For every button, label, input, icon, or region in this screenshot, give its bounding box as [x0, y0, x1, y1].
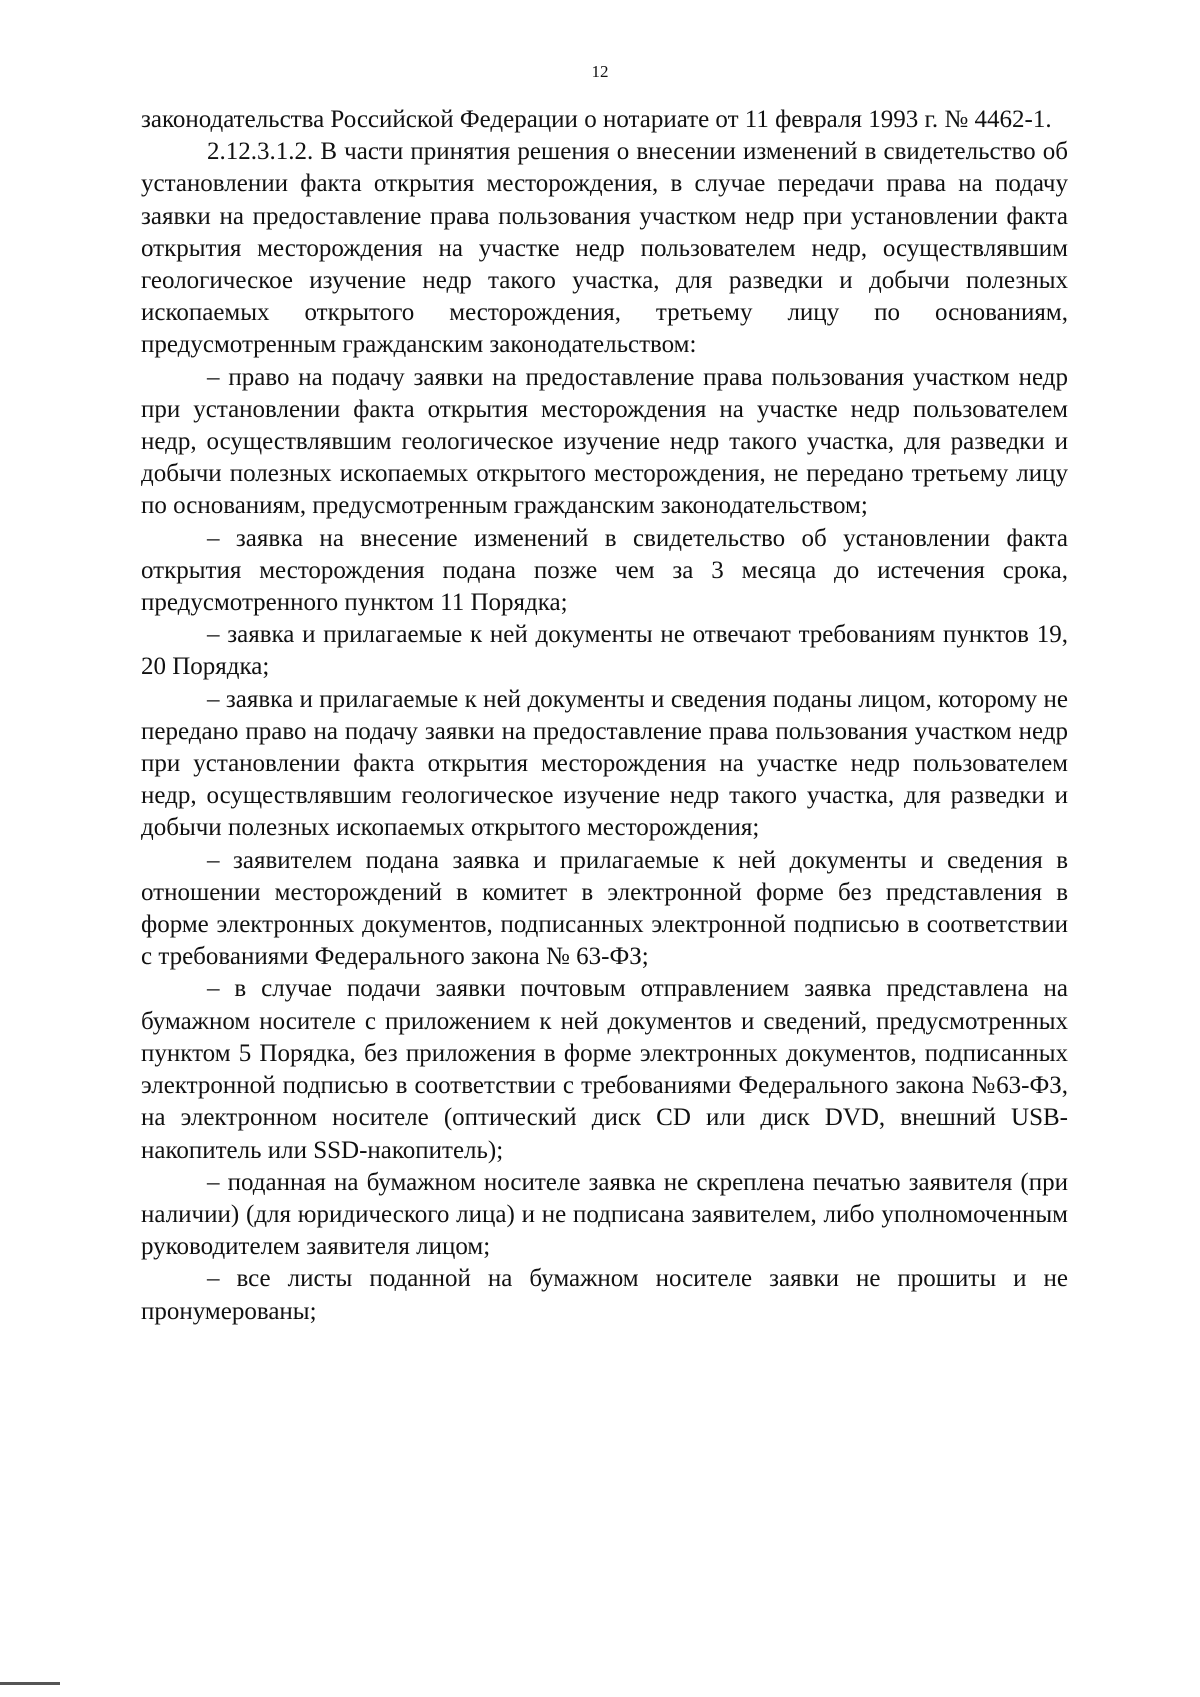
scan-edge-mark [0, 1682, 60, 1685]
list-item-late-application: – заявка на внесение изменений в свидетельство об установлении факта открытия месторождения подана позже чем за 3 месяца до истечения срока, предусмотренного пунктом 11 Порядка; [141, 524, 1068, 617]
paragraph-law-reference: законодательства Российской Федерации о нотариате от 11 февраля 1993 г. № 4462-1. [141, 106, 1052, 133]
page-number: 12 [591, 62, 609, 81]
list-item-no-electronic-signature: – заявителем подана заявка и прилагаемые к ней документы и сведения в отношении месторождений в комитет в электронной форме без представления в форме электронных документов, подписанных электронной подписью в соответствии с требованиями Федерального закона № 63-ФЗ; [141, 846, 1068, 971]
list-item-postal-without-media: – в случае подачи заявки почтовым отправлением заявка представлена на бумажном носителе с приложением к ней документов и сведений, предусмотренных пунктом 5 Порядка, без приложения в форме электронных документов, подписанных электронной подписью в соответствии с требованиями Федерального закона №63-ФЗ, на электронном носителе (оптический диск CD или диск DVD, внешний USB-накопитель или SSD-накопитель); [141, 975, 1068, 1164]
list-item-requirements-not-met: – заявка и прилагаемые к ней документы не отвечают требованиям пунктов 19, 20 Порядка; [141, 621, 1068, 681]
list-item-not-sealed-signed: – поданная на бумажном носителе заявка не скреплена печатью заявителя (при наличии) (для юридического лица) и не подписана заявителем, либо уполномоченным руководителем заявителя лицом; [141, 1168, 1068, 1261]
document-body [141, 104, 1068, 1328]
list-item-unauthorized-applicant: – заявка и прилагаемые к ней документы и сведения поданы лицом, которому не передано право на подачу заявки на предоставление права пользования участком недр при установлении факта открытия месторождения на участке недр пользователем недр, осуществлявшим геологическое изучение недр такого участка, для разведки и добычи полезных ископаемых открытого месторождения; [141, 685, 1068, 842]
list-item-not-stitched-numbered: – все листы поданной на бумажном носителе заявки не прошиты и не пронумерованы; [141, 1265, 1068, 1325]
list-item-right-not-transferred: – право на подачу заявки на предоставление права пользования участком недр при установлении факта открытия месторождения на участке недр пользователем недр, осуществлявшим геологическое изучение недр такого участка, для разведки и добычи полезных ископаемых открытого месторождения, не передано третьему лицу по основаниям, предусмотренным гражданским законодательством; [141, 363, 1068, 520]
paragraph-section-2-12-3-1-2: 2.12.3.1.2. В части принятия решения о внесении изменений в свидетельство об установлении факта открытия месторождения, в случае передачи права на подачу заявки на предоставление права пользования участком недр при установлении факта открытия месторождения на участке недр пользователем недр, осуществлявшим геологическое изучение недр такого участка, для разведки и добычи полезных ископаемых открытого месторождения, третьему лицу по основаниям, предусмотренным гражданским законодательством: [141, 138, 1068, 359]
